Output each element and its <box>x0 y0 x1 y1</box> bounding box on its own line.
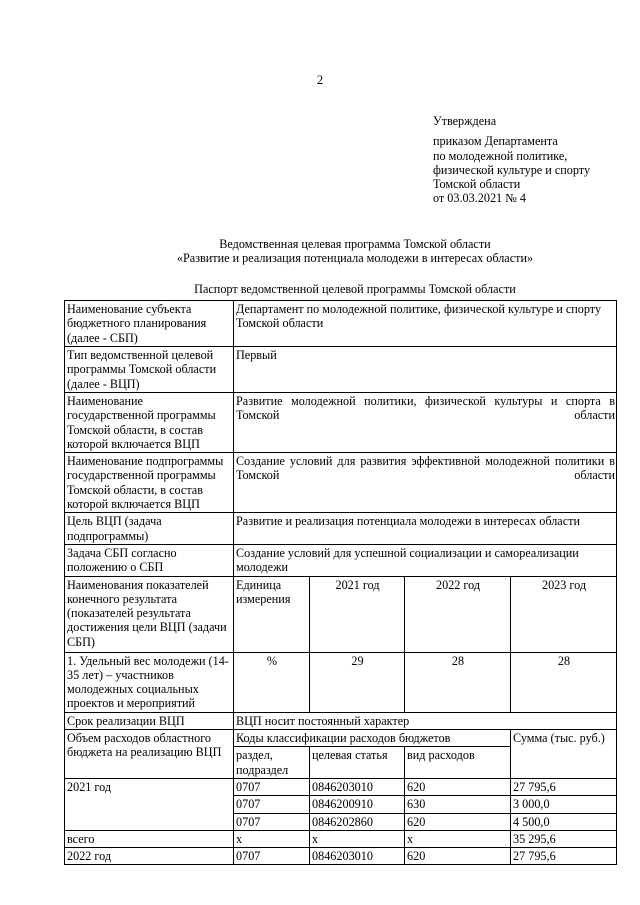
expenses-sum-header: Сумма (тыс. руб.) <box>511 730 617 747</box>
approval-line: физической культуре и спорту <box>433 162 591 177</box>
expenses-total-sum: 35 295,6 <box>511 830 617 847</box>
expenses-line-type: 620 <box>405 848 511 865</box>
table-row <box>65 347 617 393</box>
indicator-1-value: 28 <box>405 652 511 712</box>
table-row <box>65 513 617 545</box>
expenses-col-section: раздел, подраздел <box>234 747 310 779</box>
row-label-sbp: Наименование субъекта бюджетного планирования (далее - СБП) <box>65 301 234 347</box>
row-label-goal: Цель ВЦП (задача подпрограммы) <box>65 513 234 545</box>
expenses-line-sum: 3 000,0 <box>511 796 617 813</box>
row-value-sbp: Департамент по молодежной политике, физической культуре и спорту Томской области <box>234 301 617 347</box>
row-value-task: Создание условий для успешной социализации и самореализации молодежи <box>234 544 617 576</box>
table-row <box>65 796 617 813</box>
row-label-term: Срок реализации ВЦП <box>65 712 234 729</box>
row-value-state-program: Развитие молодежной политики, физической культуры и спорта в Томской области <box>234 393 617 453</box>
expenses-line-article: 0846203010 <box>310 778 405 795</box>
expenses-line-label: 2022 год <box>65 848 234 865</box>
row-label-indicators: Наименования показателей конечного результата (показателей результата достижения цели ВЦП (задачи СБП) <box>65 576 234 652</box>
indicators-year-header: 2022 год <box>405 576 511 652</box>
indicators-unit-header: Единица измерения <box>234 576 310 652</box>
passport-table <box>64 300 617 865</box>
expenses-line-type: 620 <box>405 778 511 795</box>
table-row <box>65 576 617 652</box>
program-title-line1: Ведомственная целевая программа Томской области <box>219 237 491 251</box>
page-number: 2 <box>316 73 324 87</box>
program-title-line2: «Развитие и реализация потенциала молодежи в интересах области» <box>176 251 534 266</box>
row-value-term: ВЦП носит постоянный характер <box>234 712 617 729</box>
expenses-line-article: х <box>310 830 405 847</box>
table-row <box>65 730 617 747</box>
row-value-subprogram: Создание условий для развития эффективной молодежной политики в Томской области <box>234 453 617 513</box>
row-label-subprogram: Наименование подпрограммы государственной программы Томской области, в состав которой включается ВЦП <box>65 453 234 513</box>
program-title <box>0 237 640 266</box>
indicator-1-label: 1. Удельный вес молодежи (14-35 лет) – участников молодежных социальных проектов и мероприятий <box>65 652 234 712</box>
expenses-line-sum: 27 795,6 <box>511 778 617 795</box>
approval-date: от 03.03.2021 № 4 <box>433 191 526 206</box>
indicator-1-unit: % <box>234 652 310 712</box>
passport-title: Паспорт ведомственной целевой программы Томской области <box>194 282 516 296</box>
indicators-year-header: 2023 год <box>511 576 617 652</box>
expenses-col-sum-empty <box>511 747 617 779</box>
expenses-codes-header: Коды классификации расходов бюджетов <box>234 730 511 747</box>
row-label-vcp-type: Тип ведомственной целевой программы Томской области (далее - ВЦП) <box>65 347 234 393</box>
table-row <box>65 652 617 712</box>
expenses-col-article: целевая статья <box>310 747 405 779</box>
expenses-line-section: 0707 <box>234 848 310 865</box>
table-row <box>65 712 617 729</box>
indicator-1-value: 29 <box>310 652 405 712</box>
approval-line: Томской области <box>433 177 521 192</box>
expenses-line-sum: 4 500,0 <box>511 813 617 830</box>
expenses-total-label: всего <box>65 830 234 847</box>
approval-block <box>433 114 633 206</box>
expenses-line-label <box>65 813 234 830</box>
expenses-line-type: 620 <box>405 813 511 830</box>
expenses-line-article: 0846200910 <box>310 796 405 813</box>
expenses-line-section: 0707 <box>234 796 310 813</box>
row-label-task: Задача СБП согласно положению о СБП <box>65 544 234 576</box>
table-row <box>65 301 617 347</box>
table-row <box>65 544 617 576</box>
table-row <box>65 393 617 453</box>
row-value-goal: Развитие и реализация потенциала молодежи в интересах области <box>234 513 617 545</box>
approval-status: Утверждена <box>433 114 497 128</box>
expenses-line-label <box>65 796 234 813</box>
table-row <box>65 848 617 865</box>
expenses-line-type: 630 <box>405 796 511 813</box>
approval-line: по молодежной политике, <box>433 148 568 163</box>
expenses-label: Объем расходов областного бюджета на реализацию ВЦП <box>65 730 234 779</box>
expenses-line-article: 0846203010 <box>310 848 405 865</box>
row-value-vcp-type: Первый <box>234 347 617 393</box>
table-row <box>65 453 617 513</box>
table-row <box>65 778 617 795</box>
expenses-line-sum: 27 795,6 <box>511 848 617 865</box>
approval-line: приказом Департамента <box>433 134 558 149</box>
expenses-line-article: 0846202860 <box>310 813 405 830</box>
row-label-state-program: Наименование государственной программы Томской области, в состав которой включается ВЦП <box>65 393 234 453</box>
expenses-line-section: 0707 <box>234 778 310 795</box>
indicators-year-header: 2021 год <box>310 576 405 652</box>
expenses-line-section: х <box>234 830 310 847</box>
expenses-line-section: 0707 <box>234 813 310 830</box>
indicator-1-value: 28 <box>511 652 617 712</box>
expenses-line-type: х <box>405 830 511 847</box>
table-row <box>65 813 617 830</box>
expenses-line-label: 2021 год <box>65 778 234 795</box>
expenses-col-type: вид расходов <box>405 747 511 779</box>
table-row <box>65 830 617 847</box>
